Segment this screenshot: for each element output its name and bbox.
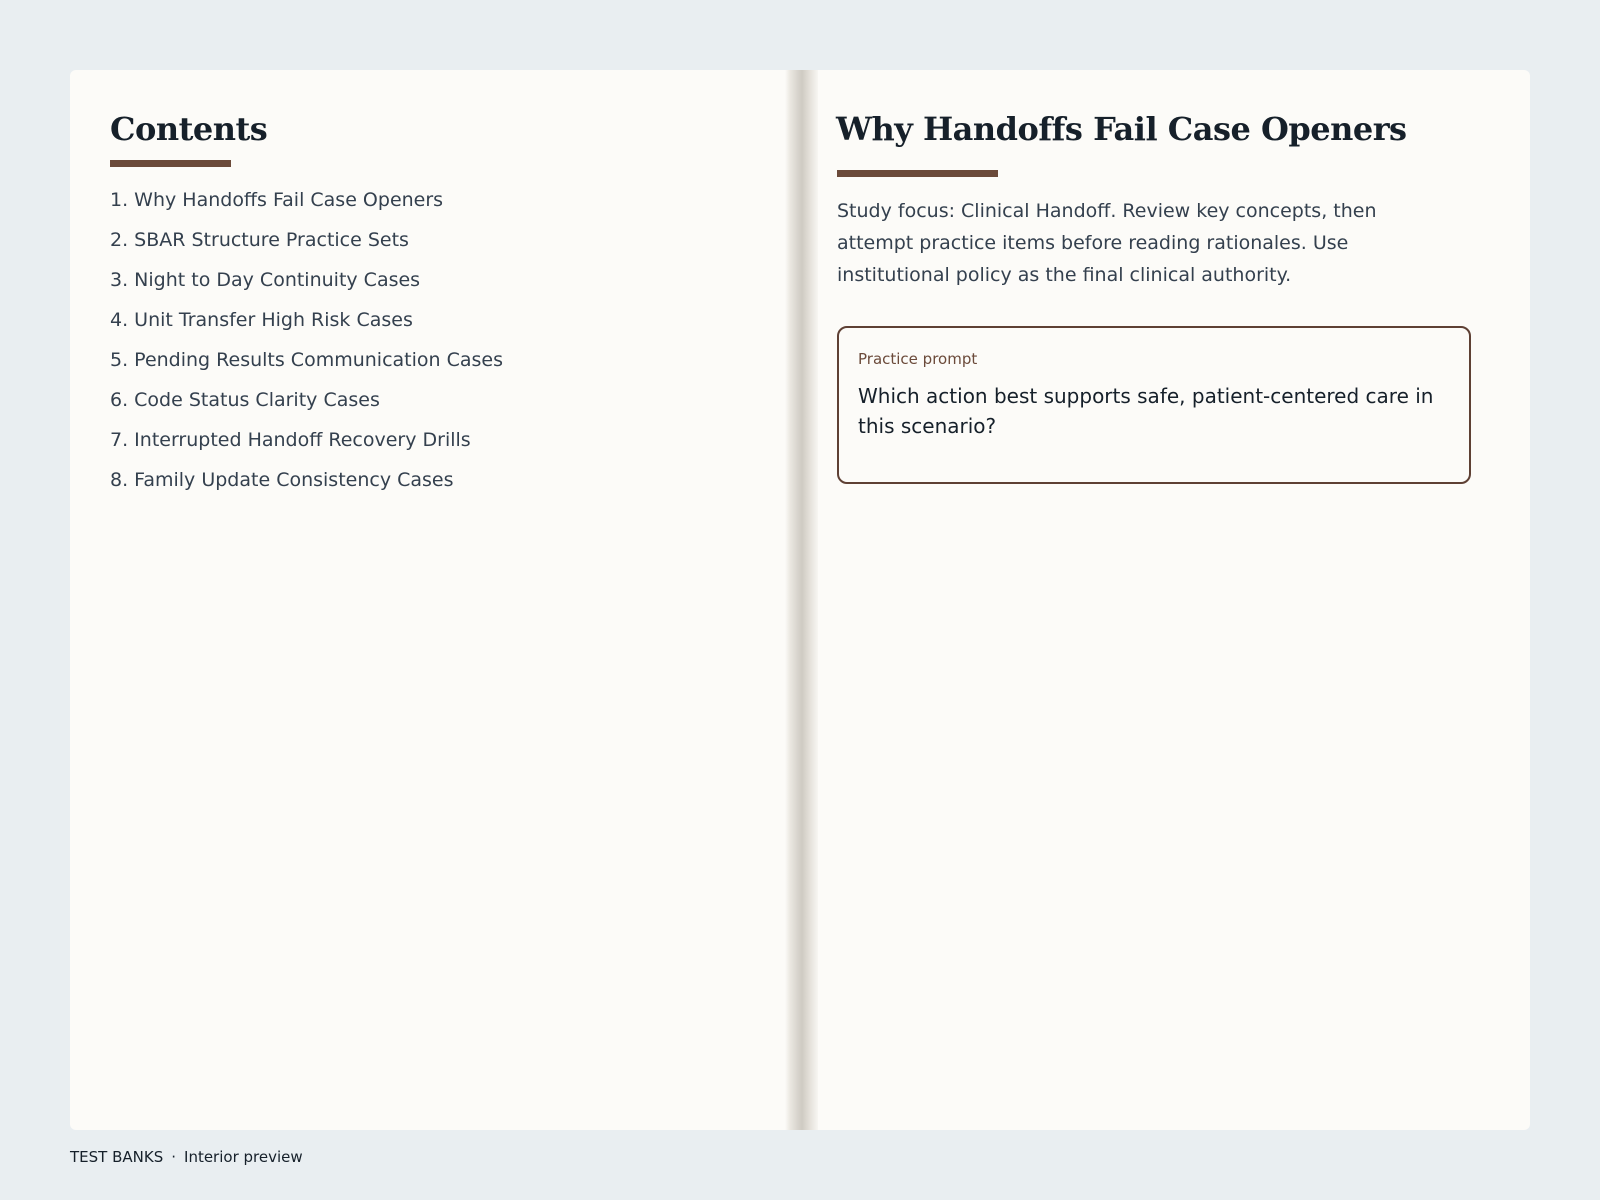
toc-item[interactable]: 4. Unit Transfer High Risk Cases bbox=[110, 309, 413, 331]
toc-item[interactable]: 8. Family Update Consistency Cases bbox=[110, 469, 454, 491]
practice-prompt-question: Which action best supports safe, patient-centered care in this scenario? bbox=[858, 384, 1434, 438]
toc-item[interactable]: 1. Why Handoffs Fail Case Openers bbox=[110, 189, 444, 211]
footer-separator: · bbox=[171, 1148, 177, 1166]
chapter-title: Why Handoffs Fail Case Openers bbox=[836, 110, 1407, 148]
footer-brand: TEST BANKS bbox=[70, 1148, 164, 1166]
toc-item[interactable]: 2. SBAR Structure Practice Sets bbox=[110, 229, 409, 251]
practice-prompt-card bbox=[837, 326, 1471, 484]
toc-item[interactable]: 6. Code Status Clarity Cases bbox=[110, 389, 380, 411]
book-spread bbox=[70, 70, 1530, 1130]
footer bbox=[70, 1148, 303, 1166]
chapter-page bbox=[70, 70, 1530, 1130]
contents-title: Contents bbox=[110, 110, 268, 148]
toc-item[interactable]: 7. Interrupted Handoff Recovery Drills bbox=[110, 429, 471, 451]
toc-item[interactable]: 5. Pending Results Communication Cases bbox=[110, 349, 503, 371]
chapter-intro: Study focus: Clinical Handoff. Review key concepts, then attempt practice items before reading rationales. Use institutional policy as the final clinical authority. bbox=[837, 200, 1377, 286]
chapter-title-underline bbox=[837, 170, 998, 177]
practice-prompt-label: Practice prompt bbox=[858, 350, 978, 368]
toc-item[interactable]: 3. Night to Day Continuity Cases bbox=[110, 269, 421, 291]
footer-caption: Interior preview bbox=[184, 1148, 303, 1166]
